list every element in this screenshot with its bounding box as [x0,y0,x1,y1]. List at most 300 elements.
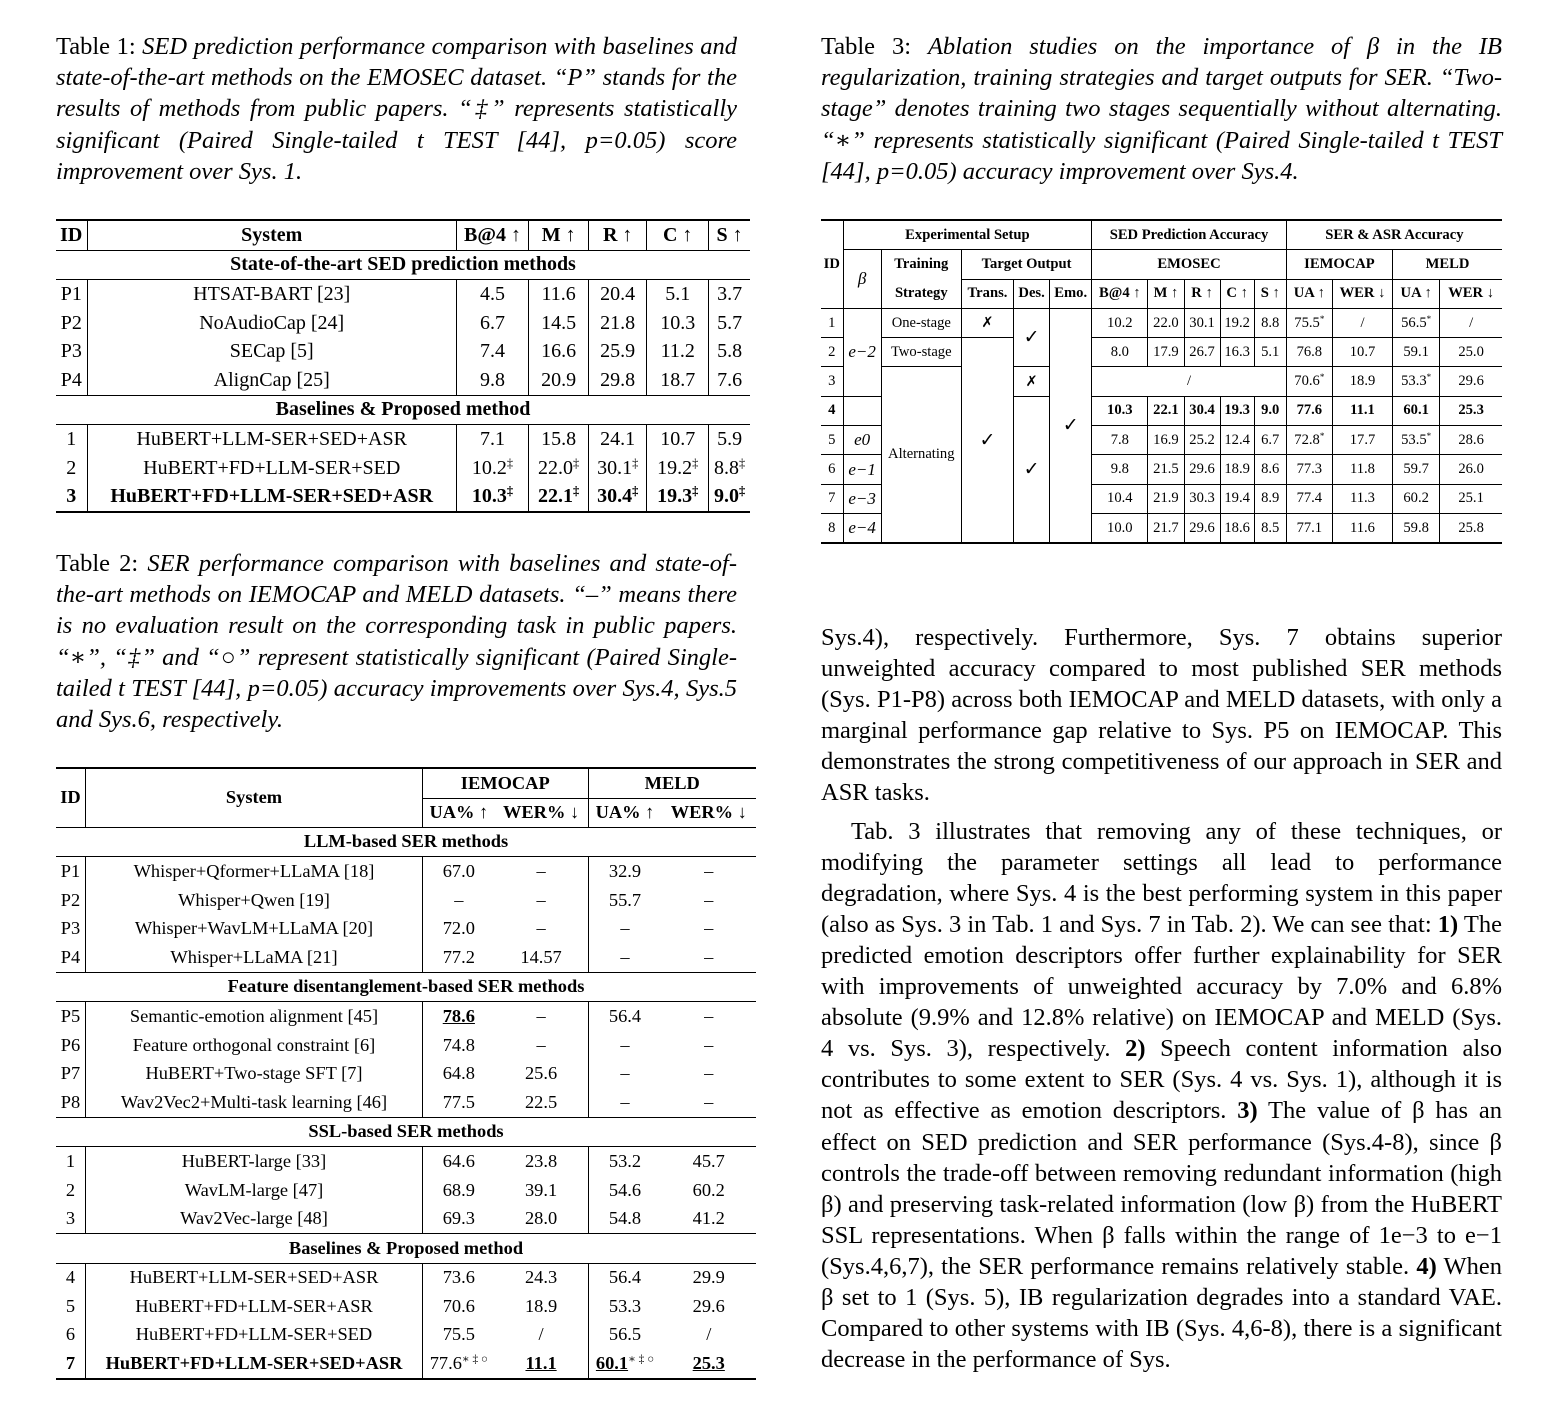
cell: P4 [56,366,87,395]
check-icon: ✓ [1023,459,1040,481]
cell: P7 [56,1059,86,1088]
cell [589,482,647,512]
th-sed-accuracy: SED Prediction Accuracy [1092,220,1287,250]
cell [1286,426,1332,455]
beta-cell: e−4 [843,513,881,543]
value: 70.6 [1294,373,1320,390]
cell: 77.5 [442,1091,475,1112]
cell [529,482,589,512]
cell: 5.9 [717,427,743,450]
cell: 2 [821,338,843,367]
cell: 29.9 [692,1267,725,1288]
cell [588,1349,662,1379]
cell [1286,308,1332,337]
value: 10.2 [471,456,507,479]
cell: – [495,1002,588,1031]
cell: 8.0 [1092,338,1148,367]
cell: 18.9 [495,1292,588,1321]
cell: 20.4 [589,280,647,309]
check-icon: ✓ [979,429,996,451]
cell: 16.9 [1148,426,1184,455]
cell: Wav2Vec2+Multi-task learning [46] [86,1088,423,1117]
th-iemocap: IEMOCAP [1286,250,1392,279]
cell: 26.7 [1184,338,1220,367]
caption-text: SED prediction performance comparison with baselines and state-of-the-art methods on the EMOSEC dataset. “P” stands for the results of methods from public papers. “‡” represents statistically significant (Paired Single-tailed t TEST [44], p=0.05) score improvement over Sys. 1. [56,33,738,185]
th-ua: UA% ↑ [429,802,489,823]
cell: 17.7 [1332,426,1392,455]
cell: 60.2 [1393,484,1440,513]
cell [456,454,528,483]
enum-marker: 1) [1437,910,1459,938]
th-training: Training [881,250,961,279]
beta-cell: e0 [843,426,881,455]
cell: NoAudioCap [24] [87,309,456,338]
cell: / [1469,314,1474,331]
cell: – [704,1063,714,1084]
caption-label: Table 1: [56,33,136,60]
table-row [56,1176,756,1205]
table-row [56,1002,756,1031]
cell: 7 [56,1349,86,1379]
cell: 53.2 [608,1150,642,1171]
cross-icon: ✗ [1025,373,1038,390]
th-b4: B@4 ↑ [1092,279,1148,308]
th-des: Des. [1014,279,1050,308]
cell: 25.0 [1458,343,1484,360]
th-meld: MELD [1393,250,1502,279]
cell: 56.4 [608,1267,642,1288]
cell [1393,426,1440,455]
cell: 18.7 [647,366,709,395]
cell: 21.7 [1148,513,1184,543]
cell: 73.6 [442,1267,475,1288]
cell: 25.6 [495,1059,588,1088]
cell [1286,367,1332,396]
cell: HTSAT-BART [23] [87,280,456,309]
value: 60.1 [595,1353,629,1374]
sig-mark: ‡ [573,484,580,499]
section-header: SSL-based SER methods [308,1121,504,1142]
sig-mark: ‡ [632,455,639,470]
cell: 54.8 [608,1208,642,1229]
sig-mark: ‡ [573,455,580,470]
value: 22.0 [538,456,574,479]
cell: 21.8 [589,309,647,338]
cell: / [495,1321,588,1350]
cell: 39.1 [495,1176,588,1205]
cell: P4 [56,943,86,972]
cell: 11.3 [1332,484,1392,513]
table-row [56,1147,756,1176]
table1-caption [56,31,737,187]
cell: 16.3 [1220,338,1254,367]
table-row [56,1263,756,1292]
cell: – [620,1063,630,1084]
cell: 10.2 [1092,308,1148,337]
enum-marker: 4) [1416,1252,1437,1280]
cell: 74.8 [442,1034,475,1055]
value: 56.5 [1401,314,1427,331]
cell: P5 [56,1002,86,1031]
th-r: R ↑ [1184,279,1220,308]
cell: 11.6 [1332,513,1392,543]
cell: P2 [56,309,87,338]
cell: 24.3 [495,1263,588,1292]
th-iemocap: IEMOCAP [423,768,589,798]
cell: Wav2Vec-large [48] [86,1204,423,1233]
cell: 67.0 [442,860,475,881]
cell: – [620,946,630,967]
cell: 1 [821,308,843,337]
table-row [821,367,1502,396]
cell: 4.5 [456,280,528,309]
cell: 45.7 [692,1150,725,1171]
sig-mark: * [1426,372,1432,383]
th-beta: β [843,250,881,309]
table-row [56,482,750,512]
sig-mark: * [1426,430,1432,441]
cell: 25.2 [1184,426,1220,455]
section-header: State-of-the-art SED prediction methods [230,253,576,276]
table-row [56,1088,756,1117]
cell: 8.5 [1254,513,1286,543]
cell: – [454,889,464,910]
cell: 3 [56,482,87,512]
cell [1393,308,1440,337]
table2 [56,767,756,1380]
cell: 53.3 [608,1295,642,1316]
check-icon: ✓ [1023,327,1040,349]
cell: 4 [56,1263,86,1292]
cell: P1 [56,280,87,309]
cell [529,454,589,483]
cell: / [1092,367,1287,396]
sig-mark: ‡ [692,455,699,470]
cell: HuBERT+Two-stage SFT [7] [86,1059,423,1088]
cell: – [495,857,588,886]
table-row [56,914,756,943]
table-row [56,1349,756,1379]
cell: 59.1 [1393,338,1440,367]
cell: 59.8 [1393,513,1440,543]
cell: HuBERT+LLM-SER+SED+ASR [87,425,456,454]
strategy-cell: One-stage [881,308,961,337]
check-cell [1050,308,1092,543]
cell: 26.0 [1458,461,1484,478]
check-cell [1014,396,1050,543]
cell: 75.5 [442,1324,475,1345]
section-header: Baselines & Proposed method [288,1237,524,1258]
value: 75.5 [1294,314,1320,331]
beta-cell [843,308,881,396]
cell: 32.9 [608,860,642,881]
cell: Whisper+Qformer+LLaMA [18] [86,857,423,886]
cell: 5.1 [647,280,709,309]
cell: 19.3 [1220,396,1254,425]
cell: 25.9 [589,337,647,366]
cell: 11.1 [1332,396,1392,425]
beta-cell: e−1 [843,455,881,484]
th-id: ID [56,220,87,250]
value: 10.3 [471,485,507,508]
cell: 21.5 [1148,455,1184,484]
cell: 6 [56,1321,86,1350]
value: 9.0 [714,485,740,508]
check-cell [1014,367,1050,396]
value: 30.4 [597,485,633,508]
th-emosec: EMOSEC [1092,250,1287,279]
cell: AlignCap [25] [87,366,456,395]
check-cell [961,308,1013,337]
cell: 2 [56,454,87,483]
table-row [56,280,750,309]
cell: 59.7 [1393,455,1440,484]
cell: – [704,946,714,967]
cell: 6 [821,455,843,484]
cell: 77.6 [1286,396,1332,425]
th-ser-asr-accuracy: SER & ASR Accuracy [1286,220,1502,250]
cell: – [620,1034,630,1055]
cell: HuBERT+FD+LLM-SER+SED+ASR [87,482,456,512]
cell: / [706,1324,712,1345]
cell: 10.3 [1092,396,1148,425]
cell: 18.9 [1332,367,1392,396]
table3 [821,219,1502,544]
cell: 72.0 [442,918,475,939]
cell: 11.1 [495,1349,588,1379]
table1 [56,219,750,513]
text-run: The predicted emotion descriptors offer further explainability for SER with improvements of unweighted accuracy by 7.0% and 6.8% absolute (9.9% and 12.8% relative) on IEMOCAP and MELD (Sys. 4 vs. Sys. 3), respectively. [821,910,1502,1063]
table-row [56,1204,756,1233]
strategy-cell: Alternating [881,367,961,543]
th-m: M ↑ [529,220,589,250]
cell: – [495,914,588,943]
cell: 41.2 [692,1208,725,1229]
table-row [56,943,756,972]
cell: 24.1 [589,425,647,454]
cell: HuBERT+FD+LLM-SER+SED+ASR [86,1349,423,1379]
value: 30.1 [597,456,633,479]
table3-caption [821,31,1502,187]
cell: – [495,886,588,915]
th-m: M ↑ [1148,279,1184,308]
value: 19.2 [657,456,693,479]
cell: 25.3 [692,1353,725,1374]
cell: 64.8 [442,1063,475,1084]
section-header: Feature disentanglement-based SER methods [227,976,585,997]
cell: 14.57 [495,943,588,972]
cell: 20.9 [529,366,589,395]
value: 53.5 [1401,431,1427,448]
body-text [821,622,1502,1375]
cell: – [704,1005,714,1026]
cell: 77.2 [442,946,475,967]
th-target-output: Target Output [961,250,1091,279]
table-row [56,454,750,483]
cell: 19.2 [1220,308,1254,337]
cell: 5 [821,426,843,455]
cell: 7 [821,484,843,513]
cell: 3 [821,367,843,396]
value: 8.8 [714,456,740,479]
th-s: S ↑ [716,223,743,246]
cell: 54.6 [608,1179,642,1200]
cell: 6.7 [1254,426,1286,455]
cell: 14.5 [529,309,589,338]
cell: 11.6 [529,280,589,309]
caption-text: Ablation studies on the importance of β in the IB regularization, training strategies and target outputs for SER. “Two-stage” denotes training two stages sequentially without alternating. “∗” represents statistically significant (Paired Single-tailed t TEST [44], p=0.05) accuracy improvement over Sys.4. [821,33,1502,185]
cell: – [704,1034,714,1055]
text-run: Speech content information also contributes to some extent to SER (Sys. 4 vs. Sys. 1), although it is not as effective as emotion descriptors. [821,1035,1502,1125]
cell: Whisper+LLaMA [21] [86,943,423,972]
th-id: ID [56,768,86,827]
caption-text: SER performance comparison with baselines and state-of-the-art methods on IEMOCAP and MELD datasets. “–” means there is no evaluation result on the corresponding task in public papers. “∗”, “‡” and “○” represent statistically significant (Paired Single-tailed t TEST [44], p=0.05) accuracy improvements over Sys.4, Sys.5 and Sys.6, respectively. [56,550,738,734]
cell: 5 [56,1292,86,1321]
cell: 28.0 [495,1204,588,1233]
th-r: R ↑ [589,220,647,250]
cell: 56.5 [608,1324,642,1345]
cell: 18.9 [1220,455,1254,484]
cell: 11.8 [1332,455,1392,484]
cell: 10.7 [1332,338,1392,367]
th-ua: UA% ↑ [595,802,655,823]
table-row [56,1321,756,1350]
cell: 5.1 [1254,338,1286,367]
cell: 21.9 [1148,484,1184,513]
cell: 78.6 [442,1005,475,1026]
cell: 55.7 [608,889,642,910]
table-row [56,857,756,886]
cell: 8 [821,513,843,543]
sig-mark: ‡ [506,484,514,499]
table-row [821,308,1502,337]
text-run: Tab. 3 illustrates that removing any of these techniques, or modifying the parameter settings all lead to performance degradation, where Sys. 4 is the best performing system in this paper (also as Sys. 3 in Tab. 1 and Sys. 7 in Tab. 2). We can see that: [821,817,1502,938]
check-cell [1014,308,1050,367]
cell: 29.6 [692,1295,725,1316]
sig-mark: ‡ [692,484,699,499]
cell: 56.4 [608,1005,642,1026]
cell [647,482,709,512]
cell: 70.6 [442,1295,475,1316]
table-row [56,1059,756,1088]
sig-mark: * [1319,430,1325,441]
cell: – [495,1031,588,1060]
value: 19.3 [657,485,693,508]
th-b4: B@4 ↑ [456,220,528,250]
table-row [56,337,750,366]
cell: 11.2 [647,337,709,366]
cell [709,482,750,512]
sig-mark: ∗ ‡ ○ [461,1353,488,1366]
cell: – [620,918,630,939]
value: 72.8 [1294,431,1320,448]
sig-mark: * [1319,372,1325,383]
cell: P2 [56,886,86,915]
th-system: System [86,768,423,827]
cell: 10.4 [1092,484,1148,513]
th-c: C ↑ [647,220,709,250]
cell: 1 [56,1147,86,1176]
cell [589,454,647,483]
beta-cell: e−3 [843,484,881,513]
cell: – [704,918,714,939]
cell: WavLM-large [47] [86,1176,423,1205]
cell: 9.0 [1254,396,1286,425]
cell: 29.6 [1458,373,1484,390]
cell: P8 [56,1088,86,1117]
cell: HuBERT+FD+LLM-SER+SED [87,454,456,483]
cell: Whisper+Qwen [19] [86,886,423,915]
cell: P1 [56,857,86,886]
cell: HuBERT+LLM-SER+SED+ASR [86,1263,423,1292]
cell: 5.7 [717,311,743,334]
value: 53.3 [1401,373,1427,390]
cell: P3 [56,914,86,943]
cell [1393,367,1440,396]
table-row [56,1031,756,1060]
paragraph: Sys.4), respectively. Furthermore, Sys. 7 obtains superior unweighted accuracy compared to most published SER methods (Sys. P1-P8) across both IEMOCAP and MELD datasets, with only a marginal performance gap relative to Sys. P5 on IEMOCAP. This demonstrates the strong competitiveness of our approach in SER and ASR tasks. [821,624,1502,807]
cell: 29.6 [1184,513,1220,543]
cell: 15.8 [529,425,589,454]
value: 77.6 [429,1353,462,1374]
cell: 29.8 [589,366,647,395]
cell: – [620,1091,630,1112]
cell: 25.8 [1458,519,1484,536]
cell: 30.1 [1184,308,1220,337]
cell: 23.8 [495,1147,588,1176]
cell: Feature orthogonal constraint [6] [86,1031,423,1060]
th-experimental-setup: Experimental Setup [843,220,1092,250]
cell: 68.9 [442,1179,475,1200]
text-run: The value of β has an effect on SED prediction and SER performance (Sys.4-8), since β controls the trade-off between removing redundant information (high β) and preserving task-related information (low β) from the HuBERT SSL representations. When β falls within the range of 1e−3 to e−1 (Sys.4,6,7), the SER performance remains relatively stable. [821,1097,1502,1280]
cell: 60.2 [692,1179,725,1200]
cell: 8.8 [1254,308,1286,337]
paragraph [821,816,1502,1376]
cell: P6 [56,1031,86,1060]
sig-mark: ‡ [632,484,639,499]
text-run: When β set to 1 (Sys. 5), IB regularization degrades into a standard VAE. Compared to other systems with IB (Sys. 4,6-8), there is a significant decrease in the performance of Sys. [821,1252,1502,1374]
cell: HuBERT+FD+LLM-SER+ASR [86,1292,423,1321]
cell: SECap [5] [87,337,456,366]
cell: 7.8 [1092,426,1148,455]
check-icon: ✓ [1062,415,1079,437]
cell: 9.8 [456,366,528,395]
th-wer: WER ↓ [1332,279,1392,308]
table-row [56,1292,756,1321]
cell: 1 [56,425,87,454]
cell: 19.4 [1220,484,1254,513]
cell: 7.1 [456,425,528,454]
th-system: System [87,220,456,250]
beta-value: e−2 [848,342,876,362]
th-strategy: Strategy [881,279,961,308]
table-row [821,338,1502,367]
cell: 30.3 [1184,484,1220,513]
cross-icon: ✗ [981,315,994,332]
sig-mark: ∗ ‡ ○ [628,1353,655,1366]
cell: 10.0 [1092,513,1148,543]
cell: – [704,860,714,881]
cell [647,454,709,483]
th-meld: MELD [588,768,756,798]
cell [456,482,528,512]
strategy-cell: Two-stage [881,338,961,367]
cell: 3.7 [717,282,743,305]
caption-label: Table 3: [821,33,912,60]
cell: 2 [56,1176,86,1205]
cell: 5.8 [717,340,743,363]
cell: HuBERT+FD+LLM-SER+SED [86,1321,423,1350]
